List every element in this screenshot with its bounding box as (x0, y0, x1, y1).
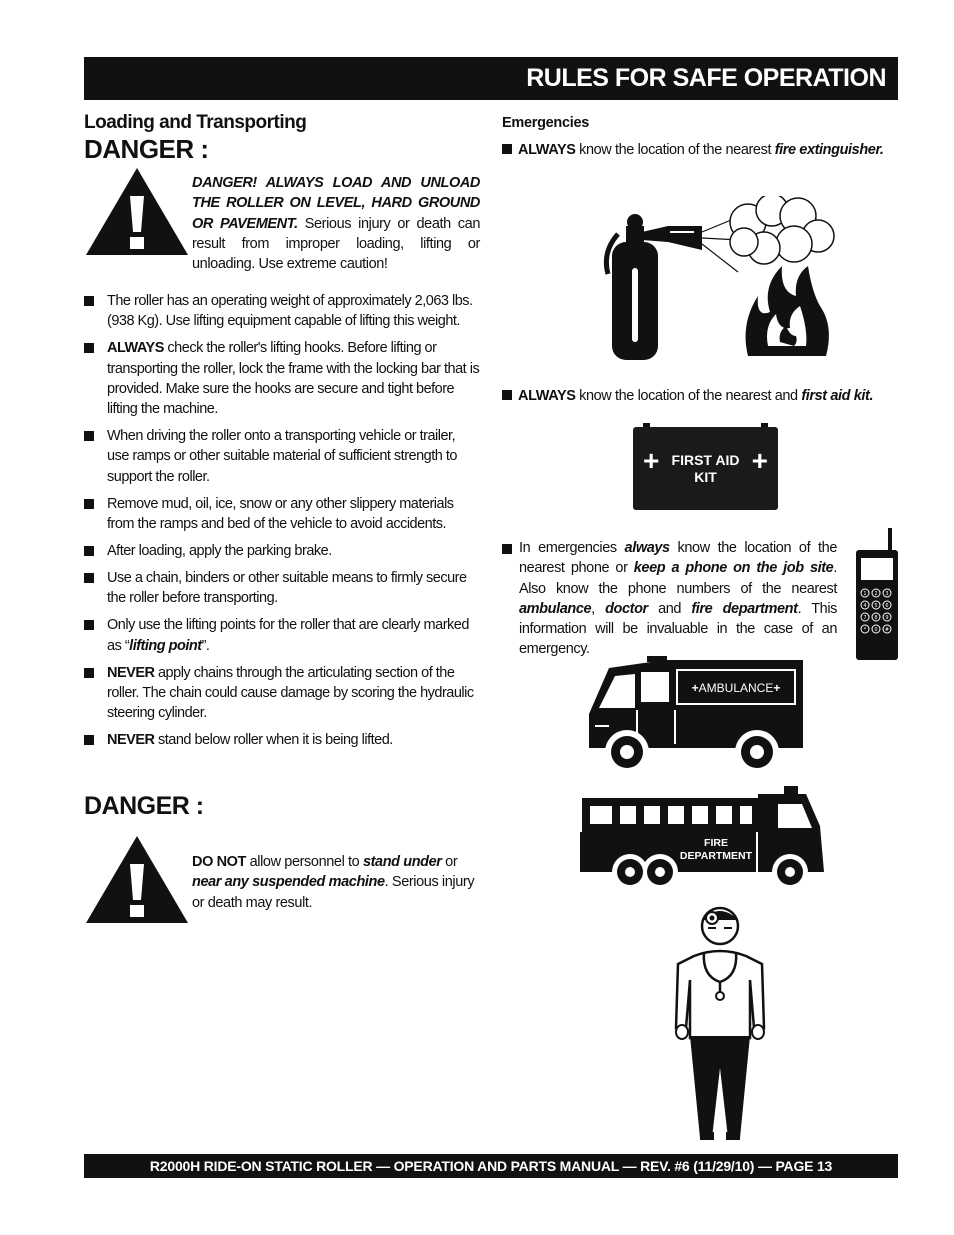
ambulance-label: +AMBULANCE+ (691, 681, 781, 695)
plus-icon: + (643, 445, 660, 476)
first-aid-note: ALWAYS know the location of the nearest and first aid kit. (502, 386, 902, 406)
doctor-icon (674, 900, 766, 1142)
fire-department-label-1: FIRE (704, 837, 728, 849)
page-header-title: RULES FOR SAFE OPERATION (84, 57, 898, 100)
plus-icon: + (751, 445, 768, 476)
list-item: NEVER apply chains through the articulating section of the roller. The chain could cause damage by scoring the hydraulic steering cylinder. (84, 663, 480, 724)
keypad-key: 6 (885, 603, 889, 609)
list-item: After loading, apply the parking brake. (84, 541, 480, 561)
danger-1-rest: Serious injury or death can result from improper loading, lifting or unloading. Use extreme caution! (192, 215, 480, 273)
danger-warning-icon (84, 166, 190, 257)
list-item: NEVER stand below roller when it is being lifted. (84, 730, 480, 750)
keypad-key: 0 (874, 627, 878, 633)
fire-extinguisher-note: ALWAYS know the location of the nearest fire extinguisher. (502, 140, 902, 160)
list-item: Only use the lifting points for the roller that are clearly marked as “lifting point”. (84, 615, 480, 656)
loading-rules-list (84, 291, 480, 757)
danger-1-text (192, 173, 480, 274)
keypad-key: 5 (874, 603, 878, 609)
first-aid-kit-label: FIRST AID KIT (671, 452, 740, 485)
fire-truck-icon (578, 786, 826, 890)
fire-extinguisher-icon (598, 196, 838, 366)
keypad-key: 9 (885, 615, 889, 621)
keypad-key: 3 (885, 591, 889, 597)
danger-heading-2: DANGER : (84, 792, 204, 820)
page-footer: R2000H RIDE-ON STATIC ROLLER — OPERATION AND PARTS MANUAL — REV. #6 (11/29/10) — PAGE 13 (84, 1154, 898, 1178)
list-item: The roller has an operating weight of approximately 2,063 lbs. (938 Kg). Use lifting equipment capable of lifting this weight. (84, 291, 480, 332)
list-item: When driving the roller onto a transporting vehicle or trailer, use ramps or other suitable material of sufficient strength to support the roller. (84, 426, 480, 487)
ambulance-icon (585, 654, 807, 774)
danger-2-text: DO NOT allow personnel to stand under or near any suspended machine. Serious injury or death may result. (192, 854, 475, 911)
danger-heading-1: DANGER : (84, 134, 209, 164)
keypad-key: 2 (874, 591, 878, 597)
fire-department-label-2: DEPARTMENT (679, 850, 753, 862)
list-item: ALWAYS check the roller's lifting hooks. Before lifting or transporting the roller, lock the frame with the locking bar that is provided. Make sure the hooks are secure and tight before lifting the machine. (84, 338, 480, 419)
mobile-phone-icon (854, 528, 900, 662)
keypad-key: 4 (863, 603, 867, 609)
keypad-key: 8 (874, 615, 878, 621)
emergencies-heading: Emergencies (502, 115, 589, 131)
emergency-phone-note: In emergencies always know the location of the nearest phone or keep a phone on the job site. Also know the phone numbers of the nearest ambulance, doctor and fire department. This information will be invaluable in the case of an emergency. (519, 540, 838, 658)
keypad-key: * (863, 627, 867, 633)
list-item: Use a chain, binders or other suitable means to firmly secure the roller before transporting. (84, 568, 480, 609)
keypad-key: 7 (863, 615, 867, 621)
danger-1-bold: DANGER! ALWAYS LOAD AND UNLOAD THE ROLLER ON LEVEL, HARD GROUND OR PAVEMENT. (192, 175, 480, 232)
list-item: Remove mud, oil, ice, snow or any other slippery materials from the ramps and bed of the vehicle to avoid accidents. (84, 494, 480, 535)
danger-warning-icon (84, 834, 190, 925)
first-aid-kit-icon (633, 427, 778, 510)
keypad-key: 1 (863, 591, 867, 597)
keypad-key: # (884, 627, 890, 633)
section-subtitle: Loading and Transporting (84, 112, 307, 133)
